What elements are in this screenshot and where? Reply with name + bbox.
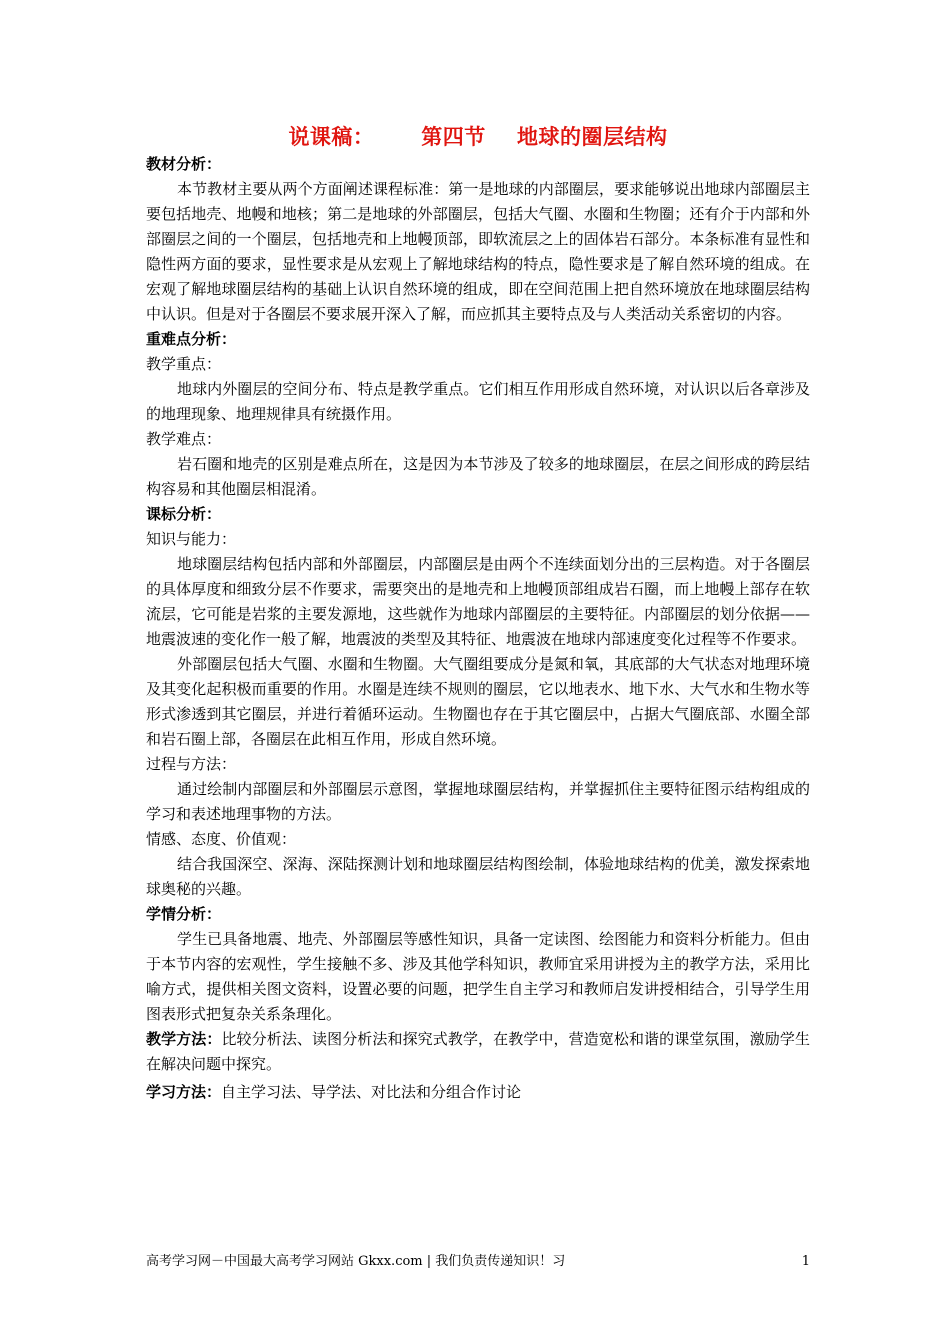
paragraph-knowledge-1: 地球圈层结构包括内部和外部圈层，内部圈层是由两个不连续面划分出的三层构造。对于各圈层的具体厚度和细致分层不作要求，需要突出的是地壳和上地幔顶部组成岩石圈，而上地幔上部存在软流层，它可能是岩浆的主要发源地，这些就作为地球内部圈层的主要特征。内部圈层的划分依据——地震波速的变化作一般了解，地震波的类型及其特征、地震波在地球内部速度变化过程等不作要求。 (146, 555, 810, 648)
document-page (146, 122, 810, 1105)
teaching-method-text: 比较分析法、读图分析法和探究式教学，在教学中，营造宽松和谐的课堂氛围，激励学生在解决问题中探究。 (146, 1030, 810, 1073)
page-footer (146, 1252, 810, 1272)
paragraph-textbook: 本节教材主要从两个方面阐述课程标准：第一是地球的内部圈层，要求能够说出地球内部圈层主要包括地壳、地幔和地核；第二是地球的外部圈层，包括大气圈、水圈和生物圈；还有介于内部和外部圈层之间的一个圈层，包括地壳和上地幔顶部，即软流层之上的固体岩石部分。本条标准有显性和隐性两方面的要求，显性要求是从宏观上了解地球结构的特点，隐性要求是了解自然环境的组成。在宏观了解地球圈层结构的基础上认识自然环境的组成，即在空间范围上把自然环境放在地球圈层结构中认识。但是对于各圈层不要求展开深入了解，而应抓其主要特点及与人类活动关系密切的内容。 (146, 180, 810, 323)
section-heading-textbook: 教材分析： (146, 155, 222, 173)
paragraph-teaching-focus: 地球内外圈层的空间分布、特点是教学重点。它们相互作用形成自然环境，对认识以后各章涉及的地理现象、地理规律具有统摄作用。 (146, 380, 810, 423)
paragraph-students: 学生已具备地震、地壳、外部圈层等感性知识，具备一定读图、绘图能力和资料分析能力。但由于本节内容的宏观性，学生接触不多、涉及其他学科知识，教师宜采用讲授为主的教学方法，采用比喻方式，提供相关图文资料，设置必要的问题，把学生自主学习和教师启发讲授相结合，引导学生用图表形式把复杂关系条理化。 (146, 930, 810, 1023)
paragraph-knowledge-2: 外部圈层包括大气圈、水圈和生物圈。大气圈组要成分是氮和氧，其底部的大气状态对地理环境及其变化起积极而重要的作用。水圈是连续不规则的圈层，它以地表水、地下水、大气水和生物水等形式渗透到其它圈层，并进行着循环运动。生物圈也存在于其它圈层中，占据大气圈底部、水圈全部和岩石圈上部，各圈层在此相互作用，形成自然环境。 (146, 655, 810, 748)
paragraph-process-method: 通过绘制内部圈层和外部圈层示意图，掌握地球圈层结构，并掌握抓住主要特征图示结构组成的学习和表述地理事物的方法。 (146, 780, 810, 823)
paragraph-emotion-values: 结合我国深空、深海、深陆探测计划和地球圈层结构图绘制，体验地球结构的优美，激发探索地球奥秘的兴趣。 (146, 855, 810, 898)
paragraph-teaching-difficulty: 岩石圈和地壳的区别是难点所在，这是因为本节涉及了较多的地球圈层，在层之间形成的跨层结构容易和其他圈层相混淆。 (146, 455, 810, 498)
label-teaching-focus: 教学重点： (146, 355, 222, 373)
section-heading-keypoints: 重难点分析： (146, 330, 237, 348)
label-emotion-values: 情感、态度、价值观： (146, 830, 297, 848)
learning-method-label: 学习方法： (146, 1083, 222, 1101)
footer-text: 高考学习网－中国最大高考学习网站 Gkxx.com | 我们负责传递知识！习 (146, 1254, 566, 1269)
label-teaching-difficulty: 教学难点： (146, 430, 222, 448)
label-knowledge-ability: 知识与能力： (146, 530, 237, 548)
section-heading-students: 学情分析： (146, 905, 222, 923)
learning-method-line (146, 1080, 810, 1105)
teaching-method-line (146, 1027, 810, 1077)
document-title: 说课稿： 第四节 地球的圈层结构 (288, 124, 668, 149)
learning-method-text: 自主学习法、导学法、对比法和分组合作讨论 (221, 1083, 522, 1101)
section-heading-standards: 课标分析： (146, 505, 222, 523)
page-number: 1 (801, 1254, 810, 1269)
label-process-method: 过程与方法： (146, 755, 237, 773)
teaching-method-label: 教学方法： (146, 1030, 222, 1048)
